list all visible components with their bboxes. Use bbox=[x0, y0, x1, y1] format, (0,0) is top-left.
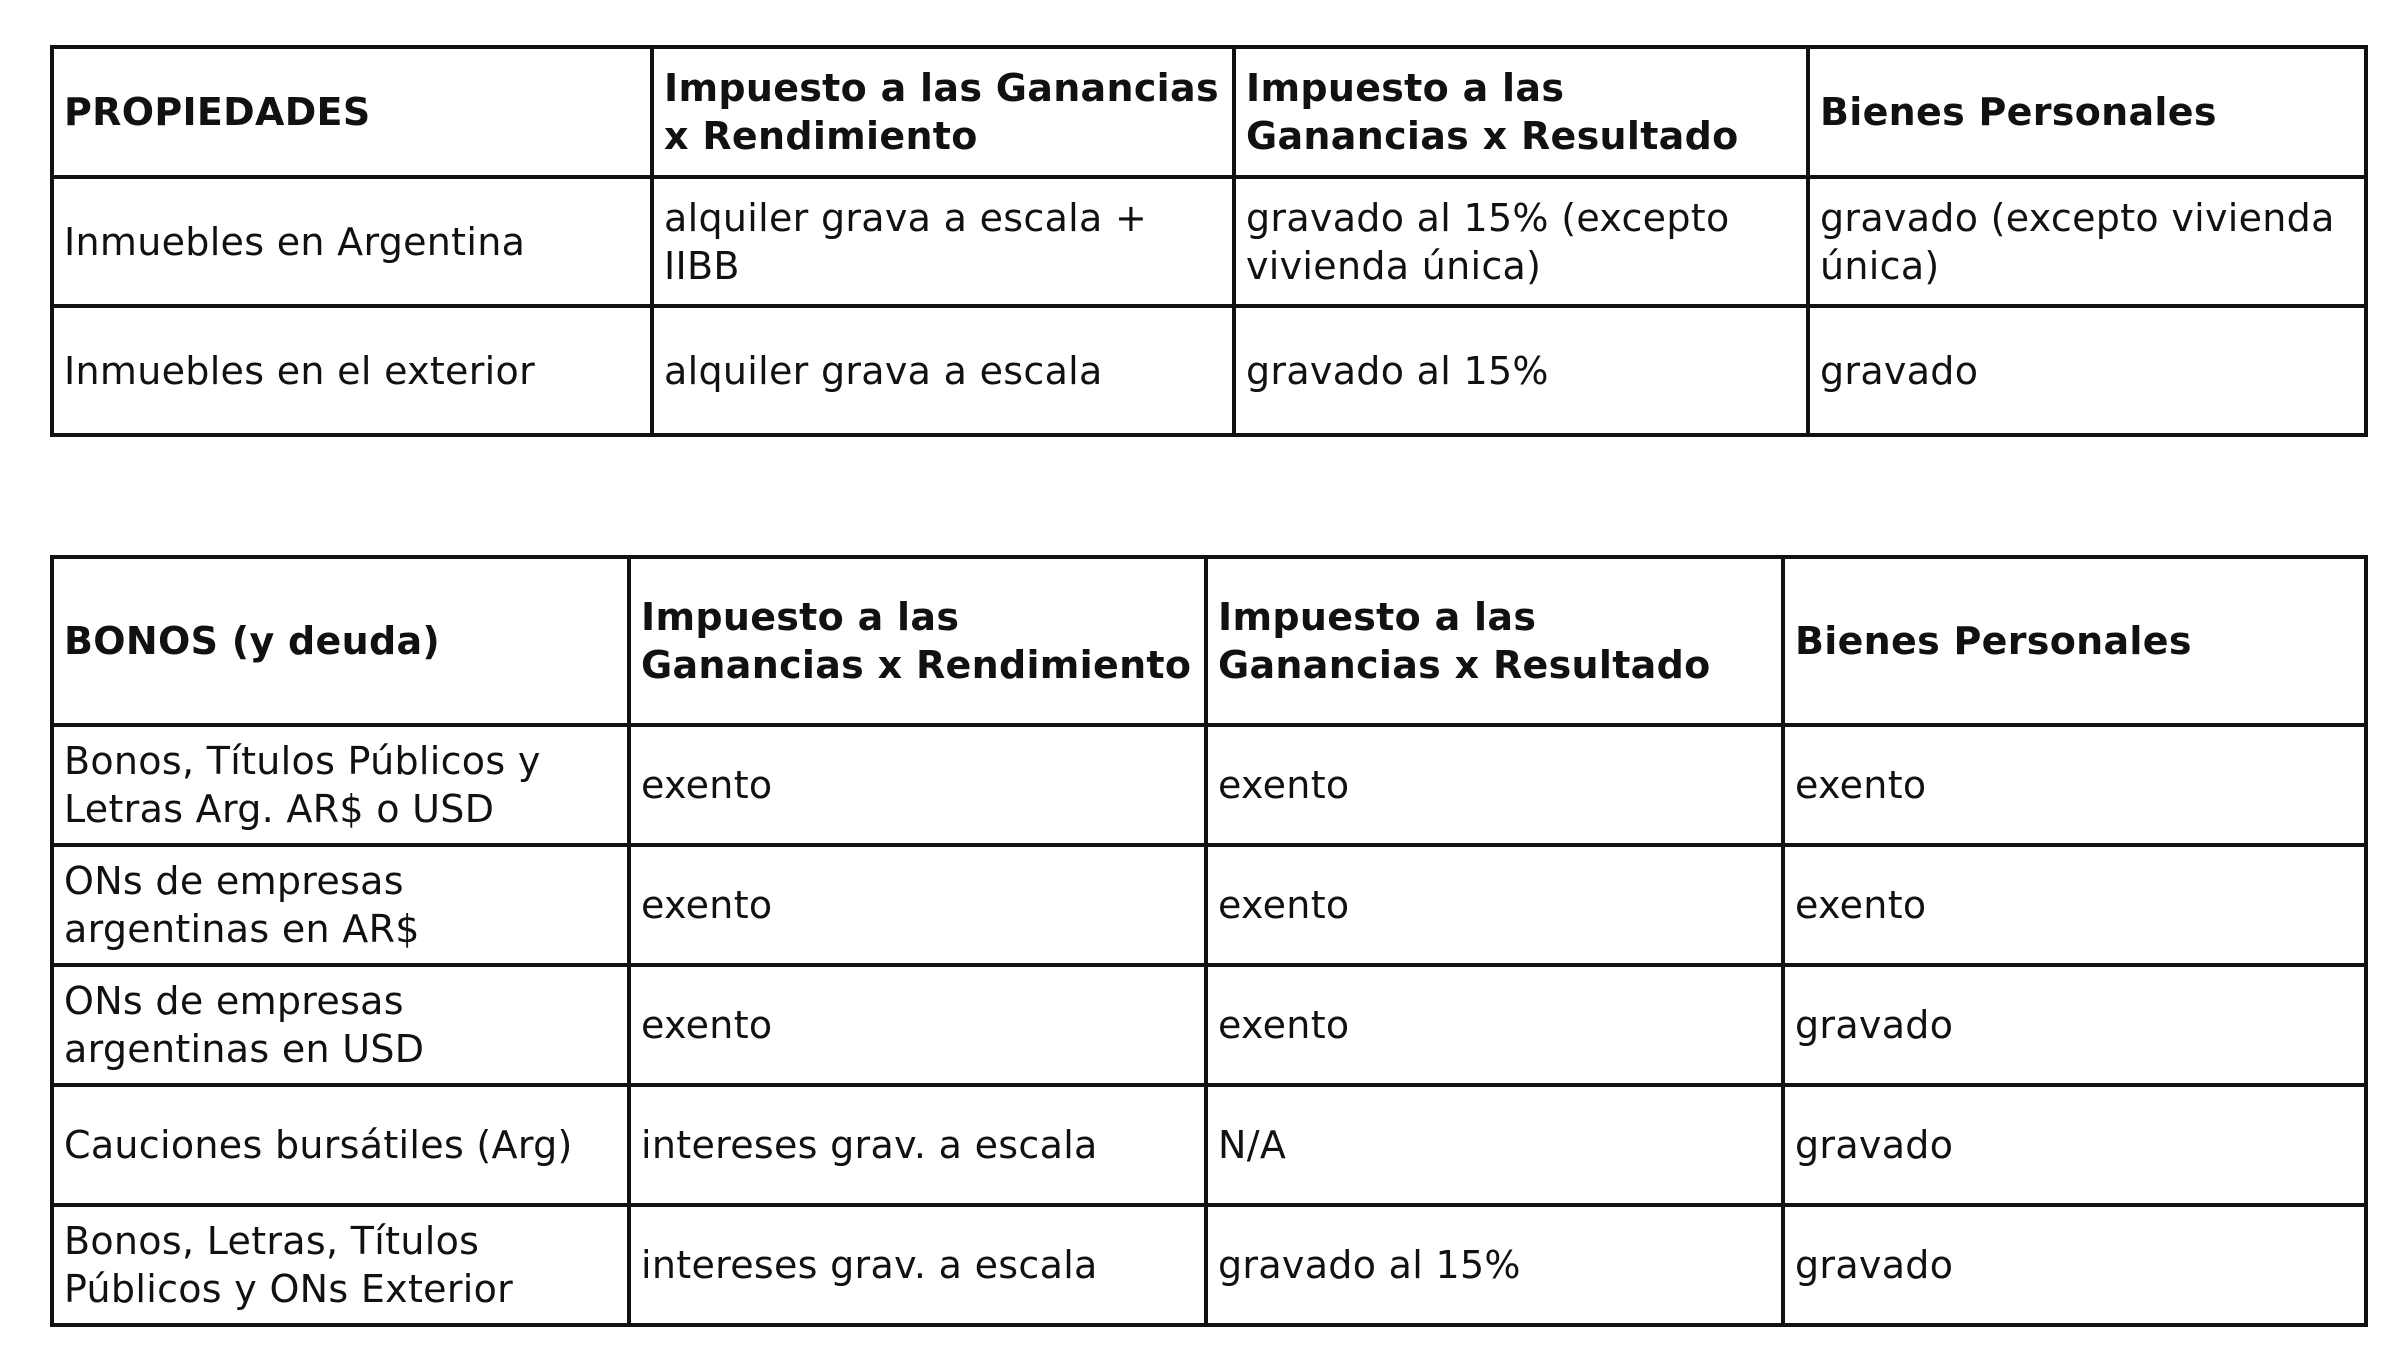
header-cell-bienes-personales: Bienes Personales bbox=[1783, 557, 2366, 725]
ganancias-rendimiento-cell: intereses grav. a escala bbox=[629, 1205, 1206, 1325]
ganancias-rendimiento-cell: alquiler grava a escala + IIBB bbox=[652, 177, 1234, 306]
ganancias-rendimiento-cell: intereses grav. a escala bbox=[629, 1085, 1206, 1205]
ganancias-resultado-cell: exento bbox=[1206, 965, 1783, 1085]
ganancias-resultado-cell: exento bbox=[1206, 845, 1783, 965]
bienes-personales-cell: exento bbox=[1783, 845, 2366, 965]
table-row bbox=[52, 177, 2366, 306]
table-row bbox=[52, 725, 2366, 845]
header-cell-ganancias-rendimiento: Impuesto a las Ganancias x Rendimiento bbox=[629, 557, 1206, 725]
row-label-cell: Bonos, Títulos Públicos y Letras Arg. AR$ o USD bbox=[52, 725, 629, 845]
header-cell-ganancias-resultado: Impuesto a las Ganancias x Resultado bbox=[1206, 557, 1783, 725]
bienes-personales-cell: gravado bbox=[1808, 306, 2366, 435]
table-row bbox=[52, 845, 2366, 965]
ganancias-resultado-cell: gravado al 15% (excepto vivienda única) bbox=[1234, 177, 1808, 306]
header-cell-category: BONOS (y deuda) bbox=[52, 557, 629, 725]
bienes-personales-cell: gravado bbox=[1783, 1085, 2366, 1205]
row-label-cell: Bonos, Letras, Títulos Públicos y ONs Exterior bbox=[52, 1205, 629, 1325]
bonos-table bbox=[50, 555, 2368, 1327]
table-row bbox=[52, 965, 2366, 1085]
ganancias-resultado-cell: gravado al 15% bbox=[1206, 1205, 1783, 1325]
table-header-row bbox=[52, 557, 2366, 725]
header-cell-category: PROPIEDADES bbox=[52, 47, 652, 177]
ganancias-rendimiento-cell: exento bbox=[629, 965, 1206, 1085]
bienes-personales-cell: exento bbox=[1783, 725, 2366, 845]
bienes-personales-cell: gravado bbox=[1783, 1205, 2366, 1325]
table-row bbox=[52, 306, 2366, 435]
propiedades-table bbox=[50, 45, 2368, 437]
table-header-row bbox=[52, 47, 2366, 177]
table-row bbox=[52, 1085, 2366, 1205]
row-label-cell: ONs de empresas argentinas en AR$ bbox=[52, 845, 629, 965]
bienes-personales-cell: gravado (excepto vivienda única) bbox=[1808, 177, 2366, 306]
ganancias-rendimiento-cell: exento bbox=[629, 725, 1206, 845]
row-label-cell: ONs de empresas argentinas en USD bbox=[52, 965, 629, 1085]
header-cell-bienes-personales: Bienes Personales bbox=[1808, 47, 2366, 177]
row-label-cell: Inmuebles en el exterior bbox=[52, 306, 652, 435]
row-label-cell: Inmuebles en Argentina bbox=[52, 177, 652, 306]
table-row bbox=[52, 1205, 2366, 1325]
ganancias-rendimiento-cell: alquiler grava a escala bbox=[652, 306, 1234, 435]
header-cell-ganancias-resultado: Impuesto a las Ganancias x Resultado bbox=[1234, 47, 1808, 177]
ganancias-resultado-cell: gravado al 15% bbox=[1234, 306, 1808, 435]
ganancias-rendimiento-cell: exento bbox=[629, 845, 1206, 965]
bienes-personales-cell: gravado bbox=[1783, 965, 2366, 1085]
ganancias-resultado-cell: exento bbox=[1206, 725, 1783, 845]
ganancias-resultado-cell: N/A bbox=[1206, 1085, 1783, 1205]
header-cell-ganancias-rendimiento: Impuesto a las Ganancias x Rendimiento bbox=[652, 47, 1234, 177]
row-label-cell: Cauciones bursátiles (Arg) bbox=[52, 1085, 629, 1205]
